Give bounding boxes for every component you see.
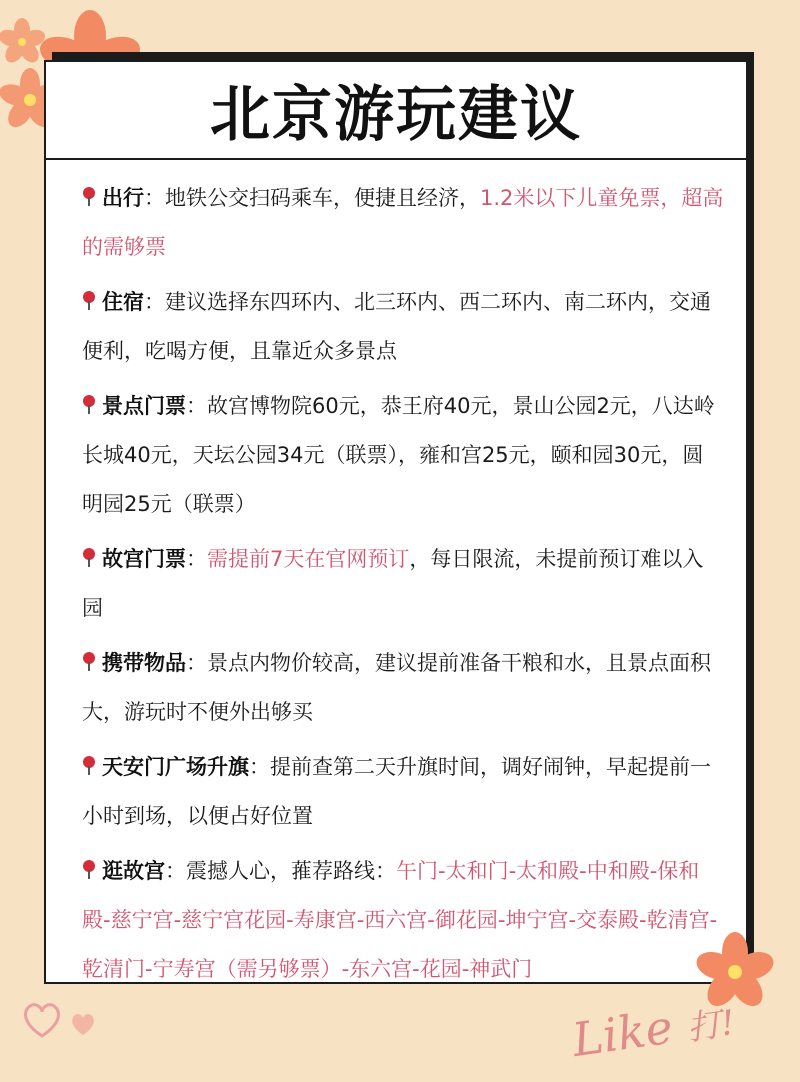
round-pushpin-icon (82, 187, 96, 207)
item-sep: ： (186, 547, 207, 571)
item-text: 地铁公交扫码乘车，便捷且经济， (165, 186, 480, 210)
like-handwriting (569, 991, 738, 1067)
round-pushpin-icon (82, 860, 96, 880)
item-label: 出行 (102, 186, 144, 210)
round-pushpin-icon (82, 548, 96, 568)
item-highlight: 1.2米以下儿童免票，超高的需够票 (82, 186, 724, 259)
item-label: 天安门广场升旗 (102, 755, 249, 779)
item-label: 携带物品 (102, 651, 186, 675)
list-item-belongings (82, 639, 724, 737)
item-highlight: 需提前7天在官网预订 (207, 547, 410, 571)
heart-icon (68, 1010, 108, 1046)
item-sep: ： (165, 859, 186, 883)
item-label: 逛故宫 (102, 859, 165, 883)
title-bar (46, 62, 746, 160)
round-pushpin-icon (82, 395, 96, 415)
item-sep: ： (186, 651, 207, 675)
heart-icon (20, 1000, 60, 1036)
list-item-tickets (82, 382, 724, 529)
item-tail: ，每日限流，未提前预订难以入园 (82, 547, 704, 620)
item-sep: ： (186, 394, 207, 418)
item-sep: ： (144, 290, 165, 314)
item-label: 住宿 (102, 290, 144, 314)
round-pushpin-icon (82, 291, 96, 311)
item-text: 震撼人心，蓷荐路线： (186, 859, 396, 883)
content (46, 160, 746, 984)
list-item-palace-tickets (82, 535, 724, 633)
item-label: 故宫门票 (102, 547, 186, 571)
item-sep: ： (144, 186, 165, 210)
info-card (44, 60, 748, 984)
item-text: 提前查第二天升旗时间，调好闹钟，早起提前一小时到场，以便占好位置 (82, 755, 711, 828)
item-highlight: 午门-太和门-太和殿-中和殿-保和殿-慈宁宫-慈宁宫花园-寿康宫-西六宫-御花园-坤宁宫-交泰殿-乾清宫-乾清门-宁寿宫（需另够票）-东六宫-花园-神武门 (82, 859, 718, 981)
item-text: 建议选择东四环内、北三环内、西二环内、南二环内，交通便利，吃喝方便，且靠近众多景点 (82, 290, 711, 363)
round-pushpin-icon (82, 756, 96, 776)
list-item-palace-route (82, 847, 724, 984)
like-text: Like (569, 999, 676, 1068)
item-text: 故宫博物院60元，恭王府40元，景山公园2元，八达岭长城40元，天坛公园34元（联票），雍和宫25元，颐和园30元，圆明园25元（联票） (82, 394, 715, 516)
list-item-transport (82, 174, 724, 272)
round-pushpin-icon (82, 652, 96, 672)
item-sep: ： (249, 755, 270, 779)
item-label: 景点门票 (102, 394, 186, 418)
item-text: 景点内物价较高，建议提前准备干粮和水，且景点面积大，游玩时不便外出够买 (82, 651, 711, 724)
list-item-flag-raising (82, 743, 724, 841)
page-title: 北京游玩建议 (210, 80, 582, 150)
list-item-lodging (82, 278, 724, 376)
like-suffix: 打! (684, 1002, 738, 1050)
